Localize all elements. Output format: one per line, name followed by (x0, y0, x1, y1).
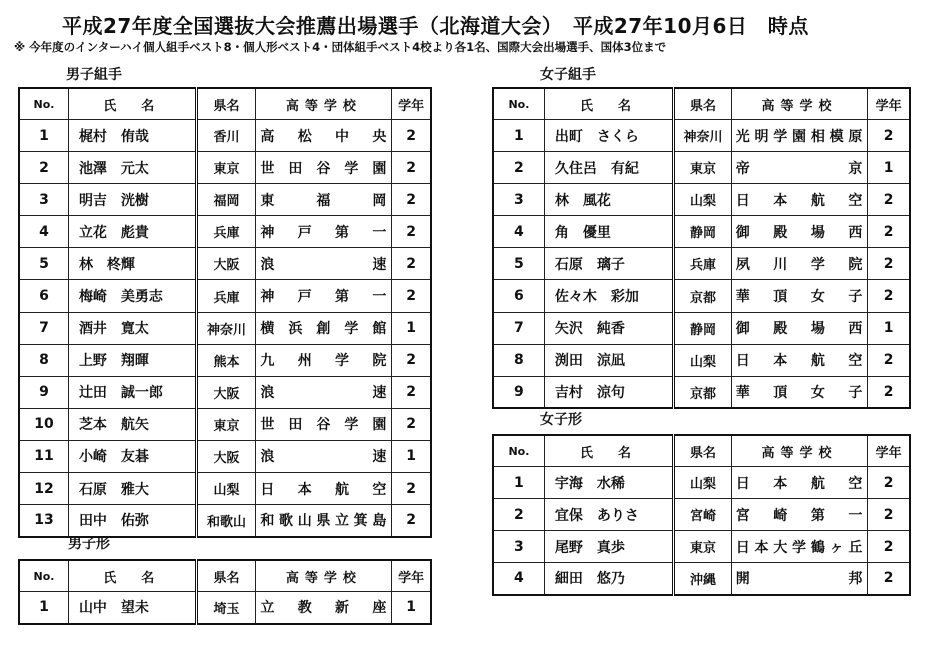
header-pref: 県名 (196, 560, 256, 592)
cell-school: 浪速 (256, 376, 392, 408)
header-pref: 県名 (196, 88, 256, 120)
section-title-boys-kumite: 男子組手 (66, 67, 122, 83)
header-school: 高等学校 (731, 435, 868, 467)
section-title-girls-kumite: 女子組手 (540, 67, 596, 83)
cell-name: 久住呂 有紀 (544, 152, 673, 184)
cell-pref: 宮崎 (674, 499, 732, 531)
cell-grade: 2 (868, 280, 910, 312)
cell-school: 神戸第一 (256, 280, 392, 312)
table-row (19, 440, 431, 472)
cell-pref: 埼玉 (196, 592, 256, 624)
header-row (19, 88, 431, 120)
table-row (19, 344, 431, 376)
cell-grade: 2 (868, 216, 910, 248)
cell-pref: 神奈川 (674, 120, 732, 152)
cell-no: 5 (19, 248, 68, 280)
cell-no: 7 (19, 312, 68, 344)
header-no: No. (493, 435, 544, 467)
cell-no: 11 (19, 440, 68, 472)
table-row (493, 344, 910, 376)
cell-pref: 山梨 (674, 344, 732, 376)
cell-school: 浪速 (256, 248, 392, 280)
cell-pref: 大阪 (196, 248, 256, 280)
cell-grade: 2 (868, 120, 910, 152)
table-row (493, 184, 910, 216)
cell-pref: 兵庫 (196, 280, 256, 312)
header-pref: 県名 (674, 88, 732, 120)
header-row (493, 435, 910, 467)
table-row (19, 120, 431, 152)
header-pref: 県名 (674, 435, 732, 467)
cell-name: 山中 望未 (68, 592, 196, 624)
cell-school: 神戸第一 (256, 216, 392, 248)
cell-grade: 2 (868, 248, 910, 280)
header-no: No. (19, 560, 68, 592)
cell-school: 日本航空 (256, 473, 392, 505)
cell-pref: 東京 (674, 152, 732, 184)
cell-no: 12 (19, 473, 68, 505)
cell-no: 10 (19, 408, 68, 440)
table-row (19, 216, 431, 248)
cell-pref: 京都 (674, 376, 732, 408)
cell-school: 華頂女子 (731, 280, 868, 312)
cell-grade: 2 (868, 344, 910, 376)
selection-note: ※ 今年度のインターハイ個人組手ベスト8・個人形ベスト4・団体組手ベスト4校より各1名、国際大会出場選手、国体3位まで (14, 40, 667, 54)
header-grade: 学年 (392, 88, 431, 120)
cell-pref: 和歌山 (196, 505, 256, 537)
cell-grade: 2 (392, 120, 431, 152)
table-row (19, 505, 431, 537)
cell-pref: 東京 (674, 531, 732, 563)
cell-grade: 2 (868, 499, 910, 531)
cell-no: 2 (19, 152, 68, 184)
table-row (493, 120, 910, 152)
cell-pref: 山梨 (674, 467, 732, 499)
cell-pref: 熊本 (196, 344, 256, 376)
cell-no: 3 (493, 184, 544, 216)
table-row (19, 184, 431, 216)
table-row (493, 531, 910, 563)
cell-pref: 兵庫 (674, 248, 732, 280)
cell-grade: 2 (868, 531, 910, 563)
cell-name: 石原 璃子 (544, 248, 673, 280)
cell-school: 日本大学鶴ヶ丘 (731, 531, 868, 563)
table-row (493, 248, 910, 280)
cell-name: 林 柊輝 (68, 248, 196, 280)
cell-grade: 1 (392, 440, 431, 472)
cell-pref: 山梨 (674, 184, 732, 216)
cell-no: 4 (493, 216, 544, 248)
cell-name: 石原 雅大 (68, 473, 196, 505)
section-title-boys-kata: 男子形 (68, 536, 110, 552)
cell-name: 林 風花 (544, 184, 673, 216)
cell-pref: 東京 (196, 152, 256, 184)
cell-pref: 京都 (674, 280, 732, 312)
cell-grade: 2 (392, 376, 431, 408)
cell-pref: 大阪 (196, 376, 256, 408)
girls-kata-table (492, 434, 911, 596)
cell-school: 御殿場西 (731, 216, 868, 248)
cell-grade: 2 (392, 152, 431, 184)
cell-school: 立教新座 (256, 592, 392, 624)
cell-school: 日本航空 (731, 467, 868, 499)
cell-name: 小崎 友碁 (68, 440, 196, 472)
cell-school: 世田谷学園 (256, 408, 392, 440)
cell-name: 渕田 涼凪 (544, 344, 673, 376)
cell-no: 7 (493, 312, 544, 344)
cell-grade: 2 (868, 184, 910, 216)
header-name: 氏 名 (68, 560, 196, 592)
cell-grade: 2 (868, 563, 910, 595)
cell-grade: 2 (868, 376, 910, 408)
boys-kata-table (18, 559, 432, 625)
cell-no: 6 (493, 280, 544, 312)
cell-no: 4 (19, 216, 68, 248)
cell-school: 浪速 (256, 440, 392, 472)
cell-no: 1 (493, 467, 544, 499)
cell-name: 出町 さくら (544, 120, 673, 152)
table-row (493, 312, 910, 344)
cell-name: 宜保 ありさ (544, 499, 673, 531)
cell-no: 2 (493, 499, 544, 531)
header-no: No. (19, 88, 68, 120)
cell-pref: 静岡 (674, 216, 732, 248)
cell-grade: 1 (868, 312, 910, 344)
cell-name: 上野 翔暉 (68, 344, 196, 376)
header-no: No. (493, 88, 544, 120)
cell-grade: 2 (392, 280, 431, 312)
cell-no: 8 (493, 344, 544, 376)
cell-pref: 静岡 (674, 312, 732, 344)
cell-name: 宇海 水稀 (544, 467, 673, 499)
header-name: 氏 名 (544, 88, 673, 120)
cell-name: 梶村 侑哉 (68, 120, 196, 152)
cell-grade: 2 (392, 344, 431, 376)
header-grade: 学年 (392, 560, 431, 592)
header-grade: 学年 (868, 435, 910, 467)
table-row (19, 592, 431, 624)
cell-school: 和歌山県立箕島 (256, 505, 392, 537)
cell-no: 3 (19, 184, 68, 216)
cell-name: 田中 佑弥 (68, 505, 196, 537)
cell-no: 9 (493, 376, 544, 408)
cell-school: 華頂女子 (731, 376, 868, 408)
boys-kumite-table (18, 87, 432, 538)
cell-grade: 1 (868, 152, 910, 184)
cell-school: 高松中央 (256, 120, 392, 152)
cell-name: 矢沢 純香 (544, 312, 673, 344)
cell-no: 3 (493, 531, 544, 563)
header-row (19, 560, 431, 592)
table-row (493, 376, 910, 408)
header-grade: 学年 (868, 88, 910, 120)
table-row (493, 499, 910, 531)
cell-pref: 神奈川 (196, 312, 256, 344)
cell-no: 13 (19, 505, 68, 537)
cell-name: 池澤 元太 (68, 152, 196, 184)
section-title-girls-kata: 女子形 (540, 412, 582, 428)
table-row (493, 152, 910, 184)
cell-school: 東福岡 (256, 184, 392, 216)
table-row (493, 467, 910, 499)
cell-name: 芝本 航矢 (68, 408, 196, 440)
cell-grade: 2 (392, 473, 431, 505)
girls-kumite-table (492, 87, 911, 409)
cell-no: 8 (19, 344, 68, 376)
cell-name: 酒井 寛太 (68, 312, 196, 344)
cell-school: 世田谷学園 (256, 152, 392, 184)
table-row (19, 408, 431, 440)
cell-no: 1 (19, 592, 68, 624)
cell-grade: 2 (392, 408, 431, 440)
cell-name: 細田 悠乃 (544, 563, 673, 595)
cell-grade: 2 (392, 184, 431, 216)
cell-no: 9 (19, 376, 68, 408)
table-row (493, 563, 910, 595)
cell-pref: 香川 (196, 120, 256, 152)
cell-no: 1 (493, 120, 544, 152)
table-row (19, 248, 431, 280)
cell-grade: 2 (392, 216, 431, 248)
table-row (19, 152, 431, 184)
cell-school: 宮崎第一 (731, 499, 868, 531)
cell-grade: 2 (392, 505, 431, 537)
cell-school: 九州学院 (256, 344, 392, 376)
cell-name: 立花 彪貴 (68, 216, 196, 248)
cell-school: 日本航空 (731, 344, 868, 376)
cell-name: 辻田 誠一郎 (68, 376, 196, 408)
cell-school: 横浜創学館 (256, 312, 392, 344)
cell-pref: 大阪 (196, 440, 256, 472)
cell-school: 開邦 (731, 563, 868, 595)
cell-no: 2 (493, 152, 544, 184)
cell-no: 4 (493, 563, 544, 595)
cell-name: 佐々木 彩加 (544, 280, 673, 312)
cell-no: 6 (19, 280, 68, 312)
cell-school: 日本航空 (731, 184, 868, 216)
cell-grade: 2 (868, 467, 910, 499)
cell-school: 夙川学院 (731, 248, 868, 280)
cell-grade: 2 (392, 248, 431, 280)
table-row (19, 376, 431, 408)
cell-name: 角 優里 (544, 216, 673, 248)
cell-school: 光明学園相模原 (731, 120, 868, 152)
cell-pref: 沖縄 (674, 563, 732, 595)
cell-grade: 1 (392, 312, 431, 344)
cell-school: 御殿場西 (731, 312, 868, 344)
header-row (493, 88, 910, 120)
cell-name: 梅崎 美勇志 (68, 280, 196, 312)
table-row (19, 473, 431, 505)
table-row (19, 280, 431, 312)
cell-name: 明吉 洸樹 (68, 184, 196, 216)
cell-name: 尾野 真歩 (544, 531, 673, 563)
cell-pref: 兵庫 (196, 216, 256, 248)
header-school: 高等学校 (256, 88, 392, 120)
cell-pref: 福岡 (196, 184, 256, 216)
table-row (19, 312, 431, 344)
cell-school: 帝京 (731, 152, 868, 184)
cell-no: 1 (19, 120, 68, 152)
table-row (493, 280, 910, 312)
cell-name: 吉村 涼句 (544, 376, 673, 408)
cell-no: 5 (493, 248, 544, 280)
page-title: 平成27年度全国選抜大会推薦出場選手（北海道大会） 平成27年10月6日 時点 (62, 14, 809, 38)
cell-pref: 東京 (196, 408, 256, 440)
header-name: 氏 名 (68, 88, 196, 120)
table-row (493, 216, 910, 248)
cell-grade: 1 (392, 592, 431, 624)
header-school: 高等学校 (256, 560, 392, 592)
header-name: 氏 名 (544, 435, 673, 467)
header-school: 高等学校 (731, 88, 868, 120)
cell-pref: 山梨 (196, 473, 256, 505)
